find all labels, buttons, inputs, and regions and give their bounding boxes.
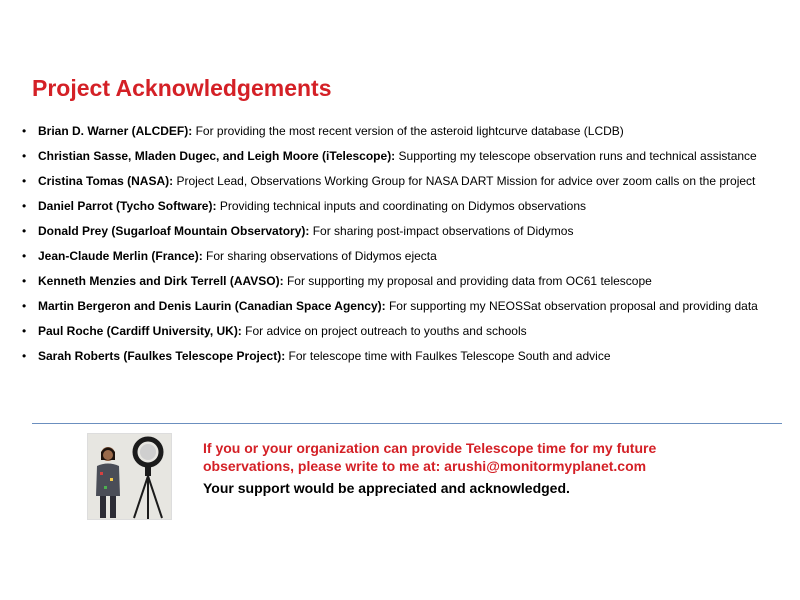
list-item xyxy=(22,299,762,314)
ack-text: For providing the most recent version of the asteroid lightcurve database (LCDB) xyxy=(192,124,624,138)
page-title: Project Acknowledgements xyxy=(32,75,332,101)
section-divider xyxy=(32,423,782,424)
ack-text: For advice on project outreach to youths and schools xyxy=(241,324,527,338)
list-item xyxy=(22,274,762,289)
cta-line-with-email[interactable]: observations, please write to me at: arushi@monitormyplanet.com xyxy=(203,458,647,474)
cta-line: If you or your organization can provide Telescope time for my future xyxy=(203,440,657,456)
ack-name: Jean-Claude Merlin (France): xyxy=(38,249,203,263)
list-item xyxy=(22,124,762,139)
ack-name: Martin Bergeron and Denis Laurin (Canadian Space Agency): xyxy=(38,299,386,313)
ack-name: Cristina Tomas (NASA): xyxy=(38,174,174,188)
list-item xyxy=(22,199,762,214)
ack-text: For supporting my proposal and providing data from OC61 telescope xyxy=(283,274,652,288)
bullet-icon: • xyxy=(22,249,27,263)
ack-text: For telescope time with Faulkes Telescope South and advice xyxy=(285,349,611,363)
list-item xyxy=(22,224,762,239)
list-item xyxy=(22,149,762,164)
bullet-icon: • xyxy=(22,149,27,163)
ack-text: For sharing observations of Didymos ejecta xyxy=(202,249,437,263)
cta-appreciation: Your support would be appreciated and acknowledged. xyxy=(203,480,570,496)
list-item xyxy=(22,174,762,189)
bullet-icon: • xyxy=(22,174,27,188)
bullet-icon: • xyxy=(22,324,27,338)
bullet-icon: • xyxy=(22,224,27,238)
bullet-icon: • xyxy=(22,299,27,313)
ack-name: Christian Sasse, Mladen Dugec, and Leigh Moore (iTelescope): xyxy=(38,149,396,163)
bullet-icon: • xyxy=(22,199,27,213)
ack-text: For supporting my NEOSSat observation proposal and providing data xyxy=(385,299,758,313)
bullet-icon: • xyxy=(22,274,27,288)
telescope-photo-illustration xyxy=(88,434,172,520)
ack-name: Brian D. Warner (ALCDEF): xyxy=(38,124,193,138)
ack-name: Paul Roche (Cardiff University, UK): xyxy=(38,324,242,338)
bullet-icon: • xyxy=(22,349,27,363)
list-item xyxy=(22,349,762,364)
ack-name: Sarah Roberts (Faulkes Telescope Project): xyxy=(38,349,286,363)
photo-girl-with-telescope xyxy=(87,433,172,520)
ack-name: Daniel Parrot (Tycho Software): xyxy=(38,199,217,213)
ack-name: Kenneth Menzies and Dirk Terrell (AAVSO): xyxy=(38,274,284,288)
acknowledgements-list xyxy=(22,124,762,374)
telescope-time-request xyxy=(203,439,763,497)
ack-text: For sharing post-impact observations of Didymos xyxy=(309,224,574,238)
list-item xyxy=(22,249,762,264)
list-item xyxy=(22,324,762,339)
bullet-icon: • xyxy=(22,124,27,138)
ack-name: Donald Prey (Sugarloaf Mountain Observatory): xyxy=(38,224,310,238)
ack-text: Project Lead, Observations Working Group for NASA DART Mission for advice over zoom calls on the project xyxy=(173,174,756,188)
ack-text: Providing technical inputs and coordinating on Didymos observations xyxy=(216,199,587,213)
ack-text: Supporting my telescope observation runs and technical assistance xyxy=(395,149,757,163)
